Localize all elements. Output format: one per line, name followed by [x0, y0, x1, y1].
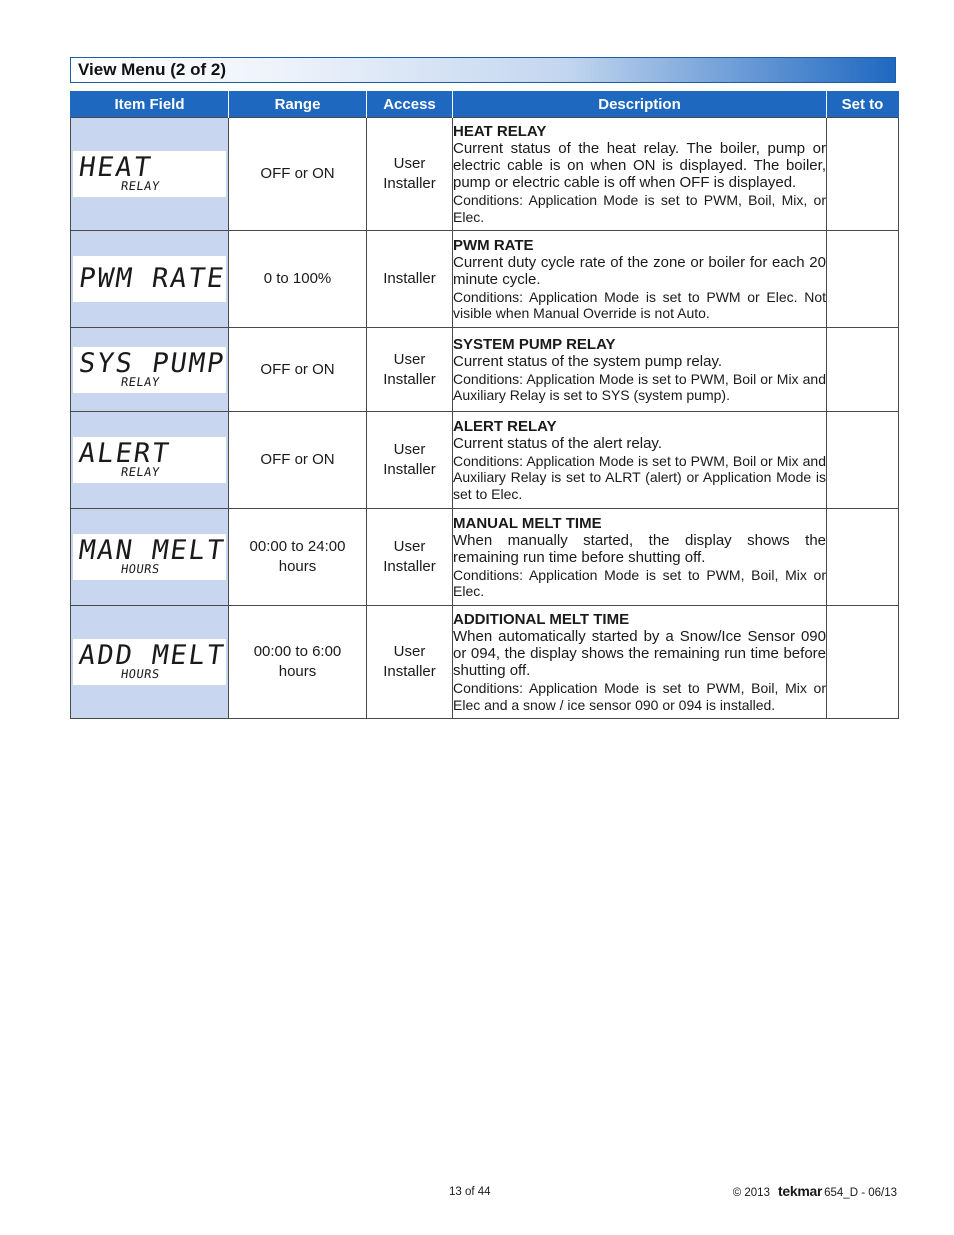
- item-field-cell: [71, 118, 229, 231]
- description-title: ALERT RELAY: [453, 417, 557, 435]
- access-line-2: Installer: [383, 461, 436, 478]
- lcd-display: [73, 639, 226, 685]
- section-title: View Menu (2 of 2): [70, 57, 896, 83]
- description-conditions: Conditions: Application Mode is set to PWM, Boil, Mix or Elec.: [453, 566, 826, 599]
- lcd-sub-text: RELAY: [120, 465, 161, 479]
- description-cell: [453, 328, 827, 412]
- item-field-cell: [71, 328, 229, 412]
- header-description: Description: [453, 91, 827, 118]
- lcd-main-text: ALERT: [76, 438, 173, 469]
- description-title: MANUAL MELT TIME: [453, 514, 602, 532]
- description-conditions: Conditions: Application Mode is set to PWM, Boil or Mix and Auxiliary Relay is set to SYS (system pump).: [453, 370, 826, 403]
- set-to-cell[interactable]: [827, 412, 899, 509]
- lcd-display: [73, 534, 226, 580]
- lcd-sub-text: RELAY: [120, 179, 161, 193]
- description-conditions: Conditions: Application Mode is set to PWM, Boil, Mix, or Elec.: [453, 192, 826, 225]
- lcd-display: [73, 151, 226, 197]
- lcd-main-text: HEAT: [76, 152, 155, 183]
- lcd-main-text: SYS PUMP: [76, 347, 228, 379]
- lcd-display: [73, 437, 226, 483]
- set-to-cell[interactable]: [827, 231, 899, 328]
- description-body: When manually started, the display shows the remaining run time before shutting off.: [453, 531, 826, 566]
- lcd-display: [73, 256, 226, 302]
- header-set-to: Set to: [827, 91, 899, 118]
- access-line-2: Installer: [383, 175, 436, 192]
- access-cell: [367, 231, 453, 328]
- copyright: © 2013: [732, 1187, 770, 1199]
- header-item-field: Item Field: [71, 91, 229, 118]
- doc-code: 654_D - 06/13: [824, 1187, 897, 1199]
- range-cell: [229, 509, 367, 606]
- access-line-1: User: [393, 155, 426, 172]
- description-cell: [453, 412, 827, 509]
- lcd-main-text: PWM RATE: [76, 263, 228, 294]
- header-access: Access: [367, 91, 453, 118]
- range-cell: [229, 606, 367, 719]
- access-line-1: User: [393, 643, 426, 660]
- page-number: 13 of 44: [449, 1186, 491, 1198]
- footer-info: [733, 1183, 897, 1199]
- description-title: SYSTEM PUMP RELAY: [453, 335, 616, 353]
- range-text: 00:00 to 24:00 hours: [249, 538, 346, 575]
- access-line-1: User: [393, 441, 426, 458]
- set-to-cell[interactable]: [827, 509, 899, 606]
- access-line-2: Installer: [383, 558, 436, 575]
- item-field-cell: [71, 509, 229, 606]
- view-menu-table: [70, 91, 899, 719]
- lcd-sub-text: HOURS: [120, 562, 161, 576]
- set-to-cell[interactable]: [827, 606, 899, 719]
- access-line-2: Installer: [383, 370, 436, 388]
- description-conditions: Conditions: Application Mode is set to PWM, Boil, Mix or Elec and a snow / ice sensor 090 or 094 is installed.: [453, 680, 826, 713]
- set-to-cell[interactable]: [827, 118, 899, 231]
- description-cell: [453, 606, 827, 719]
- item-field-cell: [71, 412, 229, 509]
- range-text: 00:00 to 6:00 hours: [253, 643, 342, 680]
- description-body: Current status of the heat relay. The boiler, pump or electric cable is on when ON is displayed. The boiler, pump or electric cable is off when OFF is displayed.: [453, 140, 826, 191]
- item-field-cell: [71, 606, 229, 719]
- access-line-1: Installer: [383, 270, 436, 287]
- description-cell: [453, 231, 827, 328]
- description-conditions: Conditions: Application Mode is set to PWM, Boil or Mix and Auxiliary Relay is set to ALRT (alert) or Application Mode is set to Elec.: [453, 452, 826, 502]
- description-title: PWM RATE: [453, 236, 534, 254]
- access-cell: [367, 606, 453, 719]
- description-title: HEAT RELAY: [453, 123, 547, 140]
- range-cell: OFF or ON: [229, 412, 367, 509]
- table-row: [71, 231, 899, 328]
- table-row: [71, 606, 899, 719]
- description-cell: [453, 509, 827, 606]
- access-cell: [367, 328, 453, 412]
- description-body: Current duty cycle rate of the zone or boiler for each 20 minute cycle.: [453, 253, 826, 288]
- table-row: [71, 328, 899, 412]
- description-body: Current status of the system pump relay.: [453, 352, 722, 370]
- lcd-sub-text: RELAY: [120, 374, 161, 389]
- table-header-row: [71, 91, 899, 118]
- access-cell: [367, 118, 453, 231]
- lcd-main-text: ADD MELT: [76, 640, 228, 671]
- access-line-2: Installer: [383, 663, 436, 680]
- access-line-1: User: [393, 350, 426, 368]
- description-body: Current status of the alert relay.: [453, 434, 662, 452]
- description-cell: [453, 118, 827, 231]
- lcd-display: [73, 347, 226, 393]
- item-field-cell: [71, 231, 229, 328]
- table-row: [71, 412, 899, 509]
- range-cell: OFF or ON: [229, 328, 367, 412]
- table-row: [71, 118, 899, 231]
- access-line-1: User: [393, 538, 426, 555]
- set-to-cell[interactable]: [827, 328, 899, 412]
- table-row: [71, 509, 899, 606]
- description-body: When automatically started by a Snow/Ice Sensor 090 or 094, the display shows the remaining run time before shutting off.: [453, 628, 826, 679]
- lcd-main-text: MAN MELT: [76, 535, 228, 566]
- lcd-sub-text: HOURS: [120, 667, 161, 681]
- description-conditions: Conditions: Application Mode is set to PWM or Elec. Not visible when Manual Override is not Auto.: [453, 288, 826, 321]
- header-range: Range: [229, 91, 367, 118]
- brand-logo: tekmar: [777, 1183, 823, 1199]
- access-cell: [367, 412, 453, 509]
- range-cell: 0 to 100%: [229, 231, 367, 328]
- range-cell: OFF or ON: [229, 118, 367, 231]
- access-cell: [367, 509, 453, 606]
- description-title: ADDITIONAL MELT TIME: [453, 611, 630, 628]
